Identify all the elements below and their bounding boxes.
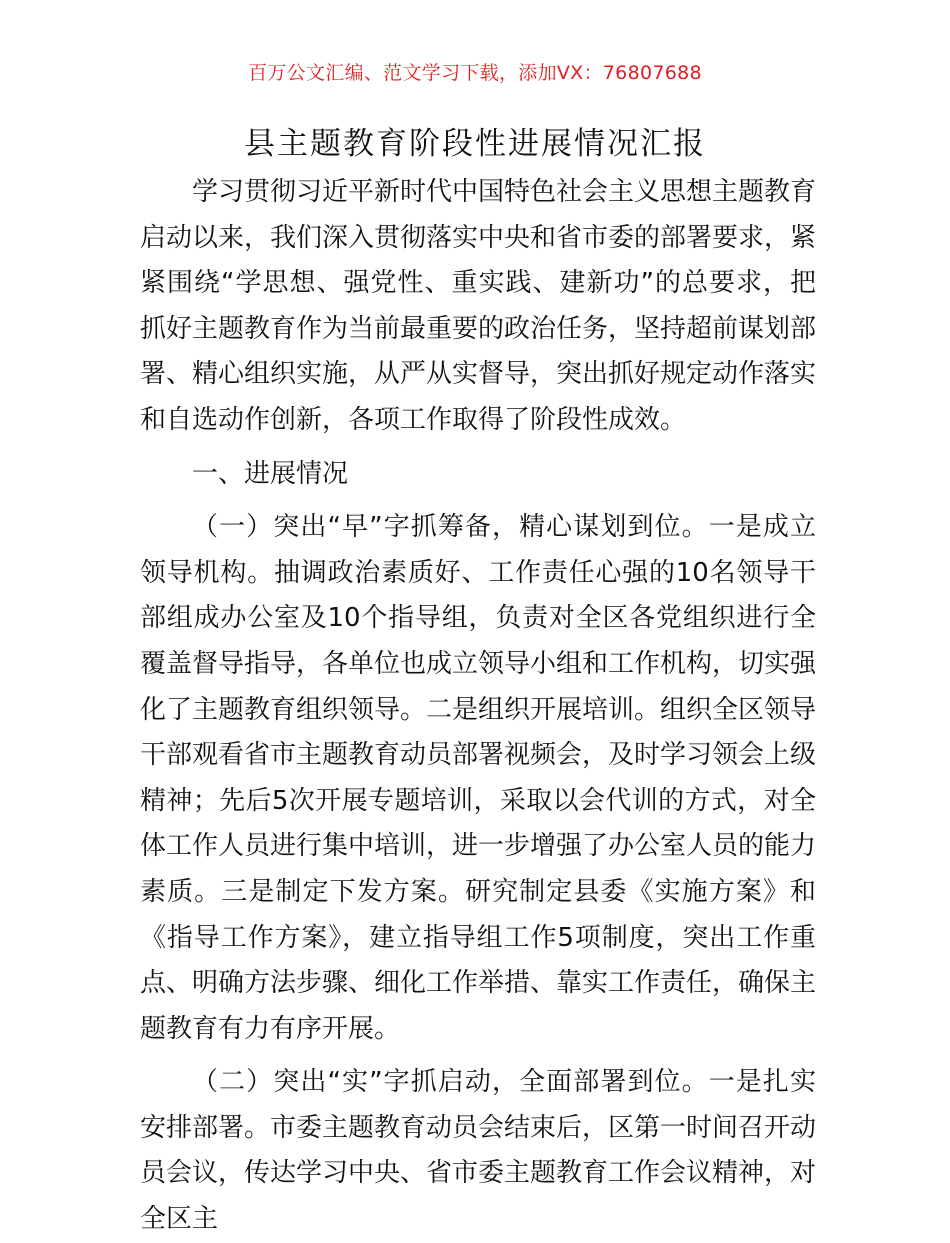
intro-paragraph: 学习贯彻习近平新时代中国特色社会主义思想主题教育启动以来，我们深入贯彻落实中央和省市委的部署要求，紧紧围绕“学思想、强党性、重实践、建新功”的总要求，把抓好主题教育作为当前最重要的政治任务，坚持超前谋划部署、精心组织实施，从严从实督导，突出抓好规定动作落实和自选动作创新，各项工作取得了阶段性成效。 (140, 177, 817, 435)
document-title: 县主题教育阶段性进展情况汇报 (244, 126, 706, 162)
section-heading: 一、进展情况 (192, 458, 349, 489)
document-body (140, 170, 816, 1243)
body-paragraph: （二）突出“实”字抓启动，全面部署到位。一是扎实安排部署。市委主题教育动员会结束后，区第一时间召开动员会议，传达学习中央、省市委主题教育工作会议精神，对全区主 (140, 1067, 817, 1235)
body-paragraph: （一）突出“早”字抓筹备，精心谋划到位。一是成立领导机构。抽调政治素质好、工作责任心强的10名领导干部组成办公室及10个指导组，负责对全区各党组织进行全覆盖督导指导，各单位也成立领导小组和工作机构，切实强化了主题教育组织领导。二是组织开展培训。组织全区领导干部观看省市主题教育动员部署视频会，及时学习领会上级精神；先后5次开展专题培训，采取以会代训的方式，对全体工作人员进行集中培训，进一步增强了办公室人员的能力素质。三是制定下发方案。研究制定县委《实施方案》和《指导工作方案》，建立指导组工作5项制度，突出工作重点、明确方法步骤、细化工作举措、靠实工作责任，确保主题教育有力有序开展。 (140, 512, 817, 1044)
header-watermark-note: 百万公文汇编、范文学习下载，添加VX：76807688 (248, 62, 702, 84)
